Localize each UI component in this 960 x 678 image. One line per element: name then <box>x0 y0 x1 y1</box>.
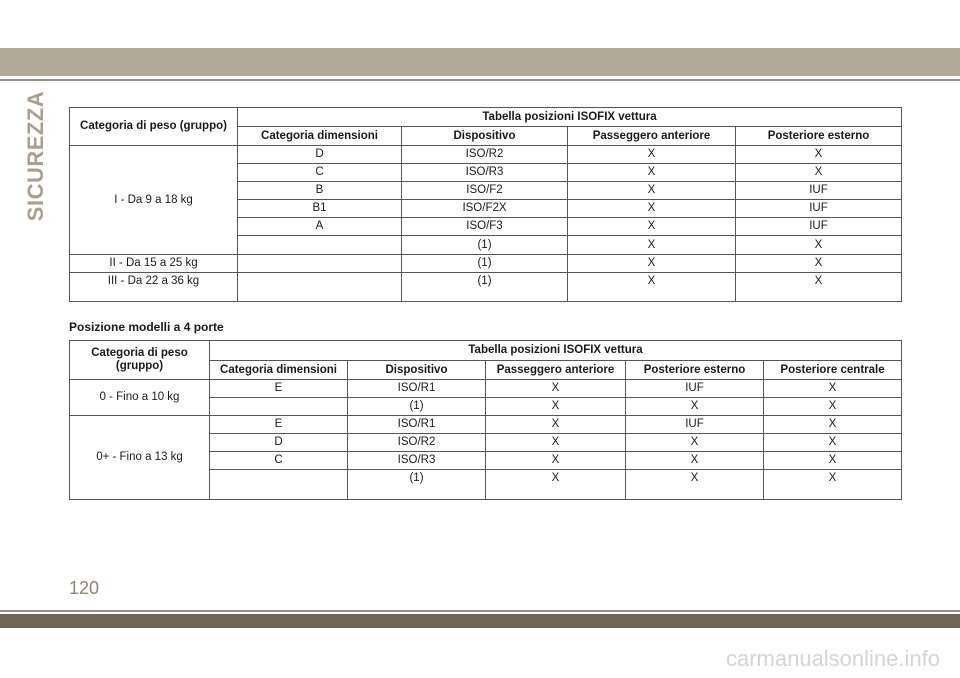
table-cell: (1) <box>348 470 486 500</box>
table-cell: X <box>486 398 626 416</box>
table-row <box>70 380 902 398</box>
table-caption: Posizione modelli a 4 porte <box>69 320 224 334</box>
table-cell: X <box>568 146 736 164</box>
isofix-table-1 <box>69 107 902 302</box>
weight-group-label: II - Da 15 a 25 kg <box>70 255 238 273</box>
table-cell: X <box>486 434 626 452</box>
weight-group-label: III - Da 22 a 36 kg <box>70 273 238 302</box>
column-header: Posteriore esterno <box>626 361 764 380</box>
table-cell: X <box>764 398 902 416</box>
weight-group-label: 0 - Fino a 10 kg <box>70 380 210 416</box>
table-cell: X <box>764 416 902 434</box>
table-cell: X <box>568 200 736 218</box>
table-cell: B <box>238 182 402 200</box>
table-row <box>70 146 902 164</box>
section-title <box>23 90 49 222</box>
column-header: Passeggero anteriore <box>486 361 626 380</box>
column-header: Posteriore centrale <box>764 361 902 380</box>
table-cell: IUF <box>626 416 764 434</box>
table-cell: X <box>568 236 736 255</box>
table-cell: X <box>568 255 736 273</box>
table-cell: IUF <box>736 218 902 236</box>
weight-group-label: I - Da 9 a 18 kg <box>70 146 238 255</box>
page-number: 120 <box>69 578 100 598</box>
table-title: Tabella posizioni ISOFIX vettura <box>210 341 902 361</box>
table-cell: D <box>210 434 348 452</box>
table-cell: (1) <box>402 236 568 255</box>
table-cell: X <box>736 146 902 164</box>
table-cell: X <box>486 470 626 500</box>
weight-group-label: 0+ - Fino a 13 kg <box>70 416 210 500</box>
table-cell: ISO/R1 <box>348 416 486 434</box>
footer-band <box>0 614 960 628</box>
header-band <box>0 48 960 76</box>
table-cell <box>210 398 348 416</box>
table-cell: X <box>626 398 764 416</box>
table-cell: X <box>626 470 764 500</box>
table-cell: X <box>736 273 902 302</box>
table-cell: X <box>486 380 626 398</box>
table-cell: X <box>764 434 902 452</box>
table-cell: ISO/R3 <box>348 452 486 470</box>
table-cell: X <box>568 164 736 182</box>
table-cell <box>210 470 348 500</box>
table-cell: X <box>568 273 736 302</box>
table-cell: X <box>736 255 902 273</box>
table-cell: ISO/R1 <box>348 380 486 398</box>
footer-rule <box>0 610 960 612</box>
header-rule <box>0 79 960 81</box>
table-cell: (1) <box>402 255 568 273</box>
table-cell: E <box>210 416 348 434</box>
table-cell: C <box>238 164 402 182</box>
table-cell: X <box>568 182 736 200</box>
table-row <box>70 416 902 434</box>
table-cell <box>238 236 402 255</box>
table-cell: E <box>210 380 348 398</box>
table-row <box>70 273 902 302</box>
table-title: Tabella posizioni ISOFIX vettura <box>238 108 902 127</box>
table-row <box>70 255 902 273</box>
table-cell: X <box>764 380 902 398</box>
table-cell: IUF <box>736 200 902 218</box>
table-cell: ISO/F3 <box>402 218 568 236</box>
table-cell: X <box>486 452 626 470</box>
table-cell: C <box>210 452 348 470</box>
table-cell: X <box>736 236 902 255</box>
column-header: Posteriore esterno <box>736 127 902 146</box>
table-cell: X <box>764 452 902 470</box>
table-cell: X <box>626 452 764 470</box>
table-cell <box>238 255 402 273</box>
table-cell: ISO/F2 <box>402 182 568 200</box>
table-cell: ISO/R2 <box>348 434 486 452</box>
table-cell: X <box>568 218 736 236</box>
column-header: Categoria dimensioni <box>238 127 402 146</box>
column-header: Categoria dimensioni <box>210 361 348 380</box>
table-cell: B1 <box>238 200 402 218</box>
column-header: Passeggero anteriore <box>568 127 736 146</box>
table-cell <box>238 273 402 302</box>
table-cell: ISO/F2X <box>402 200 568 218</box>
table-cell: ISO/R2 <box>402 146 568 164</box>
watermark: carmanualsonline.info <box>725 646 940 671</box>
table-cell: A <box>238 218 402 236</box>
table-cell: (1) <box>402 273 568 302</box>
table-cell: ISO/R3 <box>402 164 568 182</box>
weight-group-header: Categoria di peso (gruppo) <box>70 341 210 380</box>
weight-group-header: Categoria di peso (gruppo) <box>70 108 238 146</box>
table-cell: X <box>736 164 902 182</box>
table-cell: IUF <box>626 380 764 398</box>
table-cell: IUF <box>736 182 902 200</box>
table-cell: D <box>238 146 402 164</box>
table-cell: (1) <box>348 398 486 416</box>
isofix-table-2 <box>69 340 902 500</box>
table-cell: X <box>626 434 764 452</box>
column-header: Dispositivo <box>348 361 486 380</box>
column-header: Dispositivo <box>402 127 568 146</box>
table-cell: X <box>486 416 626 434</box>
section-title-text: SICUREZZA <box>23 90 49 222</box>
table-cell: X <box>764 470 902 500</box>
